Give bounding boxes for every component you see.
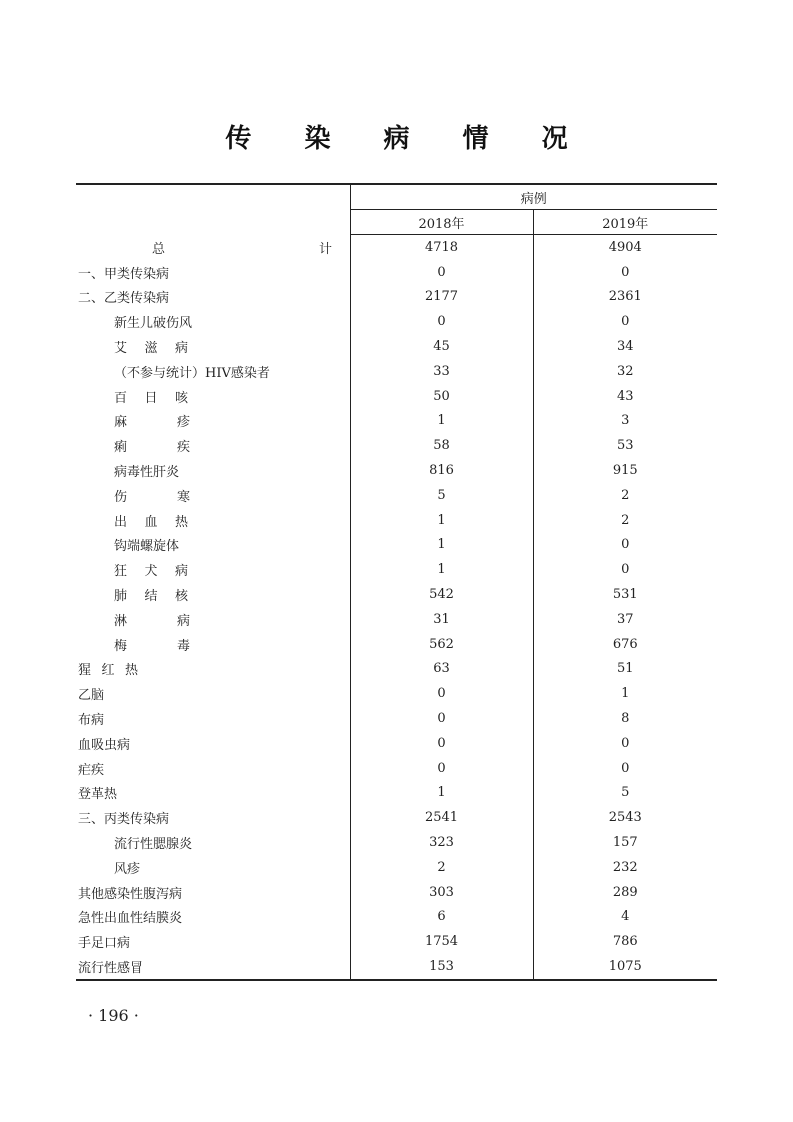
row-label: 麻疹 [76, 409, 350, 434]
cell-2018: 0 [350, 731, 533, 756]
table-row [76, 905, 717, 930]
cell-2018: 2177 [350, 285, 533, 310]
page-title: 传 染 病 情 况 [225, 124, 590, 154]
year-2018-header: 2018年 [350, 210, 533, 235]
table-row [76, 830, 717, 855]
cell-2019: 2 [621, 487, 630, 503]
row-label: 二、乙类传染病 [76, 285, 350, 310]
cell-2018: 0 [350, 309, 533, 334]
cell-2019: 2 [621, 512, 630, 528]
year-2019-header: 2019年 [533, 210, 717, 235]
cell-2019: 4904 [608, 239, 642, 255]
row-label: 新生儿破伤风 [76, 309, 350, 334]
cell-2018: 2541 [350, 805, 533, 830]
cell-2019: 34 [616, 339, 634, 355]
cell-2018: 31 [350, 607, 533, 632]
table-row [76, 483, 717, 508]
cell-2018: 1 [350, 508, 533, 533]
cell-2019: 51 [616, 661, 634, 677]
table-row [76, 805, 717, 830]
table-row [76, 384, 717, 409]
cell-2018: 153 [350, 954, 533, 980]
row-label: 风疹 [76, 855, 350, 880]
table-row [76, 309, 717, 334]
cell-2018: 58 [350, 433, 533, 458]
row-label: 总计 [76, 235, 350, 260]
row-label: 一、甲类传染病 [76, 260, 350, 285]
cell-2019: 915 [612, 463, 638, 479]
cell-2018: 323 [350, 830, 533, 855]
cell-2019: 8 [621, 711, 630, 727]
cell-2018: 63 [350, 657, 533, 682]
table-row [76, 433, 717, 458]
cell-2018: 1 [350, 533, 533, 558]
cell-2019: 43 [616, 388, 634, 404]
cell-2019: 0 [621, 735, 630, 751]
table-row [76, 731, 717, 756]
table-row [76, 607, 717, 632]
cell-2019: 0 [621, 562, 630, 578]
table-row [76, 657, 717, 682]
cell-2018: 0 [350, 681, 533, 706]
row-label: 梅毒 [76, 632, 350, 657]
table-row [76, 954, 717, 980]
row-label: 布病 [76, 706, 350, 731]
cell-2019: 0 [621, 537, 630, 553]
table-row [76, 458, 717, 483]
row-label: 肺结核 [76, 582, 350, 607]
row-label: 狂犬病 [76, 557, 350, 582]
row-label: 百日咳 [76, 384, 350, 409]
row-label: 乙脑 [76, 681, 350, 706]
table-row [76, 681, 717, 706]
table-row [76, 557, 717, 582]
cell-2019: 786 [612, 934, 638, 950]
table-row [76, 285, 717, 310]
cell-2019: 2361 [608, 289, 642, 305]
row-label: 登革热 [76, 781, 350, 806]
cell-2018: 0 [350, 756, 533, 781]
table-row [76, 508, 717, 533]
row-label: 出血热 [76, 508, 350, 533]
row-label: 其他感染性腹泻病 [76, 880, 350, 905]
cell-2019: 1 [621, 686, 630, 702]
cell-2018: 542 [350, 582, 533, 607]
cell-2018: 303 [350, 880, 533, 905]
row-label: （不参与统计）HIV感染者 [76, 359, 350, 384]
table-row [76, 582, 717, 607]
row-label-header [76, 184, 350, 235]
cell-2019: 0 [621, 760, 630, 776]
table-row [76, 334, 717, 359]
cell-2019: 289 [612, 884, 638, 900]
cell-2018: 0 [350, 706, 533, 731]
cell-2019: 1075 [533, 954, 717, 980]
table-row [76, 880, 717, 905]
row-label: 艾滋病 [76, 334, 350, 359]
table-row [76, 706, 717, 731]
table-row [76, 756, 717, 781]
row-label: 疟疾 [76, 756, 350, 781]
cell-2018: 816 [350, 458, 533, 483]
table-row [76, 533, 717, 558]
row-label: 淋病 [76, 607, 350, 632]
cell-2018: 33 [350, 359, 533, 384]
cell-2019: 4 [621, 909, 630, 925]
row-label: 伤寒 [76, 483, 350, 508]
row-label: 手足口病 [76, 929, 350, 954]
cell-2018: 6 [350, 905, 533, 930]
cell-2019: 531 [612, 587, 638, 603]
cell-2018: 45 [350, 334, 533, 359]
table-row [76, 359, 717, 384]
table-row [76, 409, 717, 434]
row-label: 血吸虫病 [76, 731, 350, 756]
row-label: 钩端螺旋体 [76, 533, 350, 558]
table-row [76, 260, 717, 285]
table-row [76, 855, 717, 880]
cell-2018: 0 [350, 260, 533, 285]
cell-2019: 3 [621, 413, 630, 429]
table-row [76, 929, 717, 954]
page-number: · 196 · [88, 1006, 139, 1025]
cell-2019: 2543 [608, 810, 642, 826]
statistics-table [76, 183, 717, 981]
row-label: 流行性腮腺炎 [76, 830, 350, 855]
cell-2018: 562 [350, 632, 533, 657]
cell-2019: 157 [612, 835, 638, 851]
cell-2019: 232 [612, 859, 638, 875]
cell-2019: 676 [612, 636, 638, 652]
cell-2018: 1 [350, 781, 533, 806]
cell-2018: 4718 [350, 235, 533, 260]
row-label: 流行性感冒 [76, 954, 350, 980]
cell-2019: 32 [616, 363, 634, 379]
row-label: 病毒性肝炎 [76, 458, 350, 483]
row-label: 痢疾 [76, 433, 350, 458]
cell-2018: 5 [350, 483, 533, 508]
cell-2019: 53 [616, 438, 634, 454]
cell-2018: 2 [350, 855, 533, 880]
cases-group-header: 病例 [350, 184, 717, 210]
cell-2018: 1 [350, 409, 533, 434]
row-label: 急性出血性结膜炎 [76, 905, 350, 930]
cell-2019: 37 [616, 611, 634, 627]
row-label: 三、丙类传染病 [76, 805, 350, 830]
cell-2019: 0 [621, 314, 630, 330]
cell-2018: 1 [350, 557, 533, 582]
cell-2019: 0 [621, 264, 630, 280]
row-label: 猩红热 [76, 657, 350, 682]
table-row [76, 235, 717, 260]
cell-2018: 50 [350, 384, 533, 409]
cell-2019: 5 [621, 785, 630, 801]
cell-2018: 1754 [350, 929, 533, 954]
table-row [76, 781, 717, 806]
table-row [76, 632, 717, 657]
